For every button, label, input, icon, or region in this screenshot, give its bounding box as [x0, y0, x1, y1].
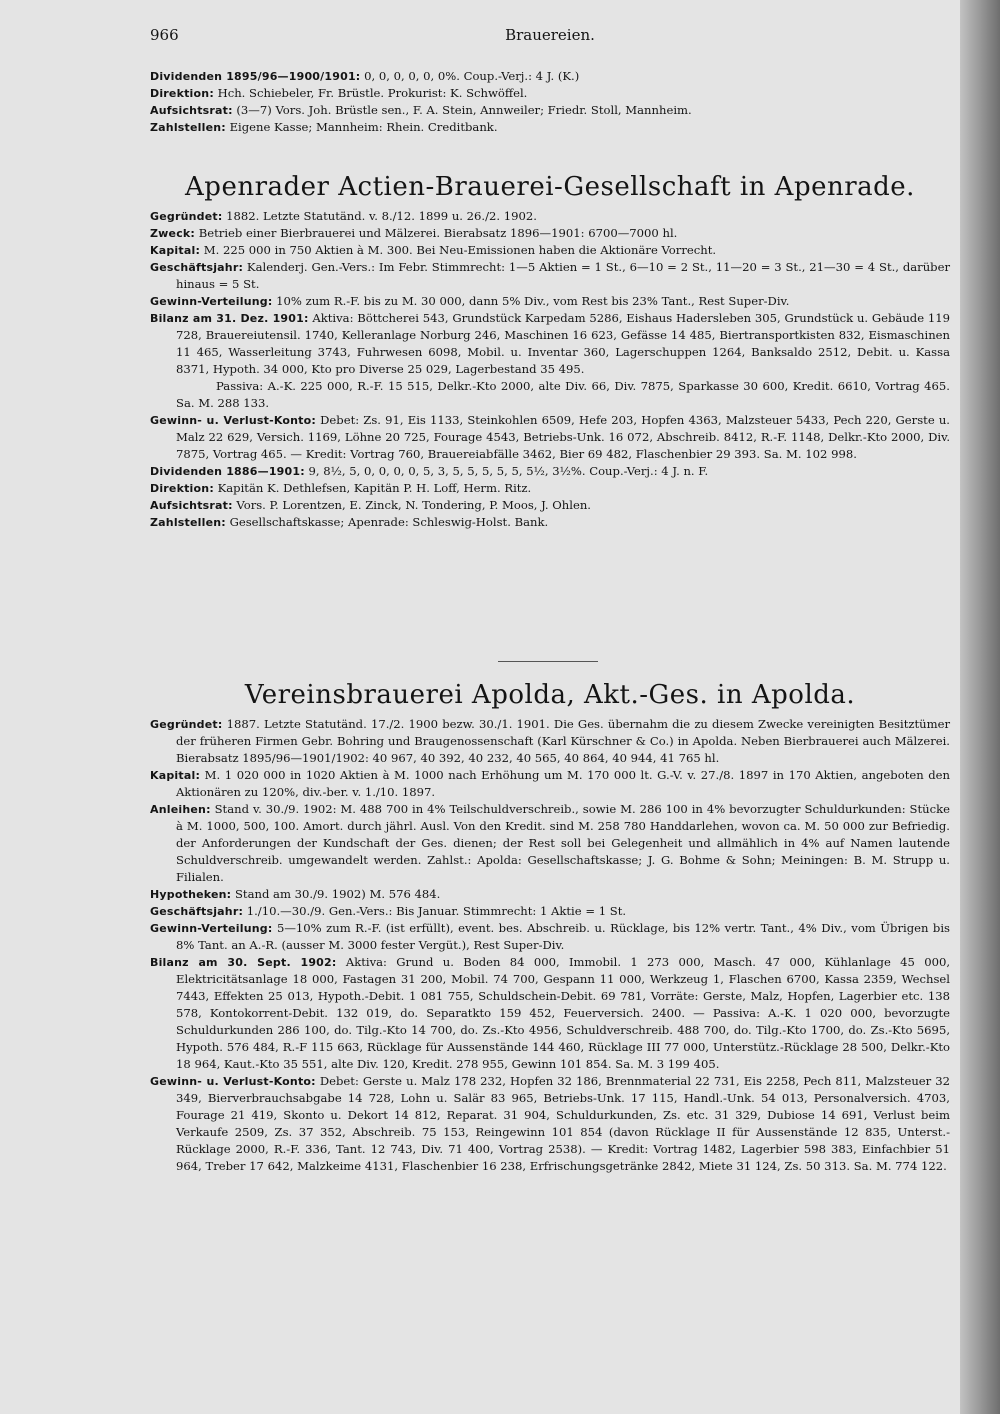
field-label: Dividenden 1886—1901:: [150, 465, 305, 478]
entry-line: [150, 716, 950, 767]
field-label: Gewinn-Verteilung:: [150, 922, 273, 935]
field-label: Anleihen:: [150, 803, 211, 816]
entry-apolda: [150, 716, 950, 1175]
entry-line: [150, 1073, 950, 1175]
field-label: Direktion:: [150, 87, 214, 100]
field-text: 1887. Letzte Statutänd. 17./2. 1900 bezw. 30./1. 1901. Die Ges. übernahm die zu diesem Zwecke vereinigten Besitztümer der früheren Firmen Gebr. Bohring und Braugenossenschaft (Karl Kürschner & Co.) in Apolda. Neben Bierbrauerei auch Mälzerei. Bierabsatz 1895/96—1901/1902: 40 967, 40 392, 40 232, 40 565, 40 864, 40 944, 41 765 hl.: [176, 717, 951, 765]
field-text: Hch. Schiebeler, Fr. Brüstle. Prokurist: K. Schwöffel.: [217, 86, 528, 100]
section-divider: [498, 661, 598, 662]
entry-line: [150, 954, 950, 1073]
field-text: 9, 8½, 5, 0, 0, 0, 0, 5, 3, 5, 5, 5, 5, 5, 5½, 3½%. Coup.-Verj.: 4 J. n. F.: [308, 464, 709, 478]
field-text: Kapitän K. Dethlefsen, Kapitän P. H. Loff, Herm. Ritz.: [217, 481, 532, 495]
field-text: Passiva: A.-K. 225 000, R.-F. 15 515, Delkr.-Kto 2000, alte Div. 66, Div. 7875, Sparkasse 30 600, Kredit. 6610, Vortrag 465. Sa. M. 288 133.: [176, 379, 950, 410]
entry-line: [150, 378, 950, 412]
field-label: Aufsichtsrat:: [150, 104, 233, 117]
field-label: Zahlstellen:: [150, 516, 226, 529]
entry-line: [150, 903, 950, 920]
field-text: 0, 0, 0, 0, 0, 0%. Coup.-Verj.: 4 J. (K.): [364, 69, 580, 83]
field-text: Gesellschaftskasse; Apenrade: Schleswig-Holst. Bank.: [229, 515, 549, 529]
field-label: Zweck:: [150, 227, 196, 240]
field-label: Geschäftsjahr:: [150, 261, 244, 274]
page-header: [150, 26, 950, 50]
field-text: 5—10% zum R.-F. (ist erfüllt), event. bes. Abschreib. u. Rücklage, bis 12% vertr. Tant., 4% Div., vom Übrigen bis 8% Tant. an A.-R. (ausser M. 3000 fester Vergüt.), Rest Super-Div.: [176, 921, 951, 952]
entry-line: [150, 497, 950, 514]
entry-line: [150, 886, 950, 903]
entry-previous-tail: [150, 68, 950, 136]
field-text: M. 1 020 000 in 1020 Aktien à M. 1000 nach Erhöhung um M. 170 000 lt. G.-V. v. 27./8. 1897 in 170 Aktien, angeboten den Aktionären zu 120%, div.-ber. v. 1./10. 1897.: [176, 768, 950, 799]
field-text: Kalenderj. Gen.-Vers.: Im Febr. Stimmrecht: 1—5 Aktien = 1 St., 6—10 = 2 St., 11—20 = 3 St., 21—30 = 4 St., darüber hinaus = 5 St.: [176, 260, 950, 291]
scan-edge: [954, 0, 1000, 1414]
field-text: Aktiva: Böttcherei 543, Grundstück Karpedam 5286, Eishaus Hadersleben 305, Grundstück u. Gebäude 119 728, Brauereiutensil. 1740, Kelleranlage Norburg 246, Maschinen 16 623, Gefässe 14 485, Biertransportkisten 832, Eismaschinen 11 465, Wasserleitung 3743, Fuhrwesen 6098, Mobil. u. Inventar 360, Lagerschuppen 1264, Banksaldo 2512, Debit. u. Kassa 8371, Hypoth. 34 000, Kto pro Diverse 25 029, Lagerbestand 35 495.: [176, 311, 950, 376]
entry-line: [150, 767, 950, 801]
field-label: Gewinn- u. Verlust-Konto:: [150, 414, 316, 427]
field-text: M. 225 000 in 750 Aktien à M. 300. Bei Neu-Emissionen haben die Aktionäre Vorrecht.: [203, 243, 717, 257]
entry-line: [150, 68, 950, 85]
field-text: Stand v. 30./9. 1902: M. 488 700 in 4% Teilschuldverschreib., sowie M. 286 100 in 4% bevorzugter Schuldurkunden: Stücke à M. 1000, 500, 100. Amort. durch jährl. Ausl. Von den Kredit. sind M. 258 780 Handdarlehen, wovon ca. M. 50 000 zur Befriedig. der Anforderungen der Kundschaft der Ges. dienen; der Rest soll bei Gelegenheit und allmählich in 4% auf Namen lautende Schuldverschreib. umgewandelt werden. Zahlst.: Apolda: Gesellschaftskasse; J. G. Bohme & Sohn; Meiningen: B. M. Strupp u. Filialen.: [176, 802, 951, 884]
running-title: Brauereien.: [505, 26, 595, 44]
field-text: Aktiva: Grund u. Boden 84 000, Immobil. 1 273 000, Masch. 47 000, Kühlanlage 45 000, Elektricitätsanlage 18 000, Fastagen 31 200, Mobil. 74 700, Gespann 11 000, Werkzeug 1, Flaschen 6700, Kassa 2359, Wechsel 7443, Effekten 25 013, Hypoth.-Debit. 1 081 755, Schuldschein-Debit. 69 781, Vorräte: Gerste, Malz, Hopfen, Lagerbier etc. 138 578, Kontokorrent-Debit. 132 019, do. Separatkto 159 452, Feuerversich. 2400. — Passiva: A.-K. 1 020 000, bevorzugte Schuldurkunden 286 100, do. Tilg.-Kto 14 700, do. Zs.-Kto 4956, Schuldverschreib. 488 700, do. Tilg.-Kto 1700, do. Zs.-Kto 5695, Hypoth. 576 484, R.-F 115 663, Rücklage für Aussenstände 144 460, Rücklage III 77 000, Unterstütz.-Rücklage 28 500, Delkr.-Kto 18 964, Kaut.-Kto 35 551, alte Div. 120, Kredit. 278 955, Gewinn 101 854. Sa. M. 3 199 405.: [176, 955, 951, 1071]
company-title-apenrade: Apenrader Actien-Brauerei-Gesellschaft in Apenrade.: [185, 172, 915, 202]
field-label: Dividenden 1895/96—1900/1901:: [150, 70, 361, 83]
field-text: Debet: Gerste u. Malz 178 232, Hopfen 32 186, Brennmaterial 22 731, Eis 2258, Pech 811, Malzsteuer 32 349, Bierverbrauchsabgabe 14 728, Lohn u. Salär 83 965, Betriebs-Unk. 17 115, Handl.-Unk. 54 013, Personalversich. 4703, Fourage 21 419, Skonto u. Dekort 14 812, Reparat. 31 904, Schuldurkunden, Zs. etc. 31 329, Dubiose 14 691, Verlust beim Verkaufe 2509, Zs. 37 352, Abschreib. 75 153, Reingewinn 101 854 (davon Rücklage II für Aussenstände 12 835, Unterst.-Rücklage 2000, R.-F. 336, Tant. 12 743, Div. 71 400, Vortrag 2538). — Kredit: Vortrag 1482, Lagerbier 598 383, Einfachbier 51 964, Treber 17 642, Malzkeime 4131, Flaschenbier 16 238, Erfrischungsgetränke 2842, Miete 31 124, Zs. 50 313. Sa. M. 774 122.: [176, 1074, 950, 1173]
field-label: Hypotheken:: [150, 888, 232, 901]
entry-line: [150, 293, 950, 310]
field-label: Geschäftsjahr:: [150, 905, 244, 918]
entry-line: [150, 310, 950, 378]
field-text: 10% zum R.-F. bis zu M. 30 000, dann 5% Div., vom Rest bis 23% Tant., Rest Super-Div.: [276, 294, 790, 308]
page-number: 966: [150, 26, 179, 44]
field-text: Eigene Kasse; Mannheim: Rhein. Creditbank.: [229, 120, 498, 134]
entry-line: [150, 119, 950, 136]
entry-line: [150, 242, 950, 259]
field-text: Betrieb einer Bierbrauerei und Mälzerei. Bierabsatz 1896—1901: 6700—7000 hl.: [198, 226, 678, 240]
company-title-apolda: Vereinsbrauerei Apolda, Akt.-Ges. in Apolda.: [244, 680, 856, 710]
field-label: Direktion:: [150, 482, 214, 495]
field-text: 1./10.—30./9. Gen.-Vers.: Bis Januar. Stimmrecht: 1 Aktie = 1 St.: [246, 904, 627, 918]
field-label: Kapital:: [150, 769, 201, 782]
entry-line: [150, 801, 950, 886]
entry-line: [150, 102, 950, 119]
field-label: Gewinn- u. Verlust-Konto:: [150, 1075, 316, 1088]
field-label: Bilanz am 31. Dez. 1901:: [150, 312, 309, 325]
field-label: Aufsichtsrat:: [150, 499, 233, 512]
field-text: 1882. Letzte Statutänd. v. 8./12. 1899 u. 26./2. 1902.: [226, 209, 537, 223]
field-text: (3—7) Vors. Joh. Brüstle sen., F. A. Stein, Annweiler; Friedr. Stoll, Mannheim.: [236, 103, 692, 117]
entry-line: [150, 514, 950, 531]
entry-line: [150, 463, 950, 480]
entry-line: [150, 208, 950, 225]
entry-line: [150, 225, 950, 242]
field-text: Vors. P. Lorentzen, E. Zinck, N. Tondering, P. Moos, J. Ohlen.: [236, 498, 591, 512]
entry-line: [150, 920, 950, 954]
entry-line: [150, 259, 950, 293]
entry-line: [150, 480, 950, 497]
entry-apenrade: [150, 208, 950, 531]
field-text: Debet: Zs. 91, Eis 1133, Steinkohlen 6509, Hefe 203, Hopfen 4363, Malzsteuer 5433, Pech 220, Gerste u. Malz 22 629, Versich. 1169, Löhne 20 725, Fourage 4543, Betriebs-Unk. 16 072, Abschreib. 8412, R.-F. 1148, Delkr.-Kto 2000, Div. 7875, Vortrag 465. — Kredit: Vortrag 760, Brauereiabfälle 3462, Bier 69 482, Flaschenbier 29 393. Sa. M. 102 998.: [176, 413, 950, 461]
field-label: Zahlstellen:: [150, 121, 226, 134]
entry-line: [150, 412, 950, 463]
field-label: Gewinn-Verteilung:: [150, 295, 273, 308]
field-label: Kapital:: [150, 244, 201, 257]
field-label: Bilanz am 30. Sept. 1902:: [150, 956, 337, 969]
field-text: Stand am 30./9. 1902) M. 576 484.: [234, 887, 441, 901]
field-label: Gegründet:: [150, 718, 223, 731]
entry-line: [150, 85, 950, 102]
field-label: Gegründet:: [150, 210, 223, 223]
